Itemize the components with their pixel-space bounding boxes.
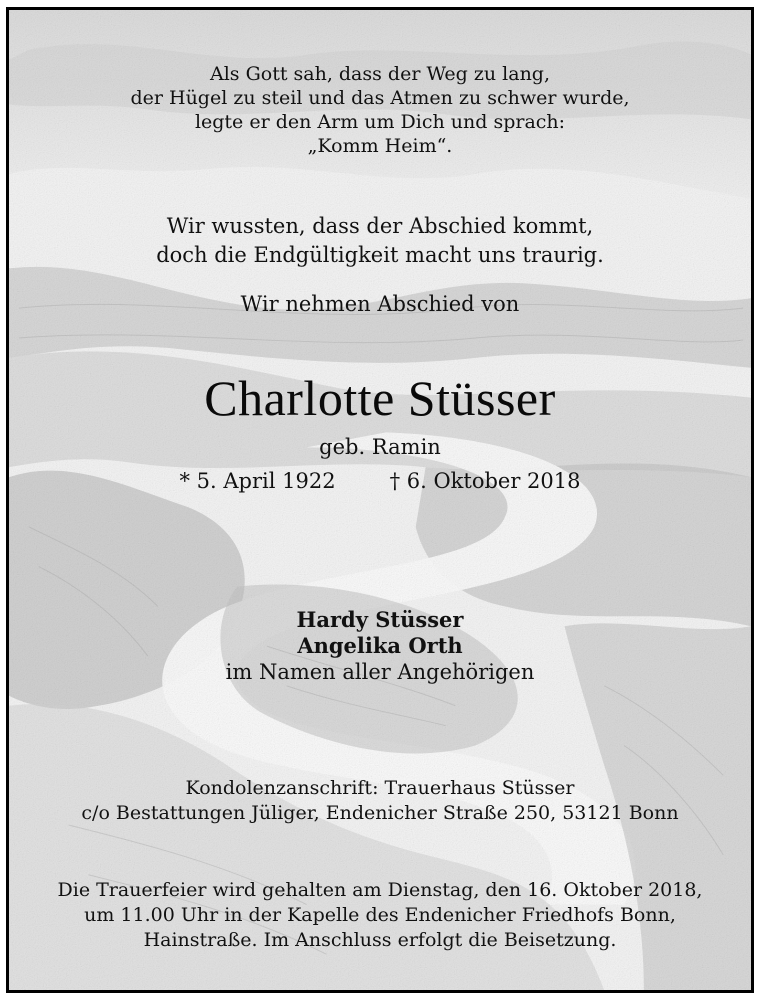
signer-name: Angelika Orth [297, 633, 463, 658]
funeral-service-info [9, 878, 751, 953]
poem-line: legte er den Arm um Dich und sprach: [194, 111, 566, 133]
farewell-intro: Wir nehmen Abschied von [240, 292, 520, 316]
service-line: um 11.00 Uhr in der Kapelle des Endenicher Friedhofs Bonn, [84, 904, 676, 926]
service-line: Hainstraße. Im Anschluss erfolgt die Beisetzung. [143, 929, 617, 951]
signers [9, 607, 751, 685]
condolence-line: c/o Bestattungen Jüliger, Endenicher Straße 250, 53121 Bonn [81, 802, 679, 824]
poem-line: der Hügel zu steil und das Atmen zu schwer wurde, [130, 87, 630, 109]
farewell-line: doch die Endgültigkeit macht uns traurig. [156, 243, 604, 267]
maiden-name: geb. Ramin [319, 435, 441, 459]
death-date: † 6. Oktober 2018 [389, 469, 581, 493]
obituary-notice [6, 7, 754, 993]
service-line: Die Trauerfeier wird gehalten am Dienstag, den 16. Oktober 2018, [57, 879, 703, 901]
birth-date: * 5. April 1922 [179, 469, 336, 493]
farewell-line: Wir wussten, dass der Abschied kommt, [166, 214, 594, 238]
signer-name: Hardy Stüsser [296, 607, 464, 632]
poem-line: „Komm Heim“. [307, 135, 453, 157]
poem [9, 62, 751, 158]
farewell-text [9, 212, 751, 270]
poem-line: Als Gott sah, dass der Weg zu lang, [209, 63, 551, 85]
condolence-line: Kondolenzanschrift: Trauerhaus Stüsser [185, 777, 575, 799]
on-behalf-text: im Namen aller Angehörigen [225, 660, 535, 684]
life-dates [9, 467, 751, 495]
deceased-name: Charlotte Stüsser [204, 370, 556, 426]
condolence-address [9, 776, 751, 826]
